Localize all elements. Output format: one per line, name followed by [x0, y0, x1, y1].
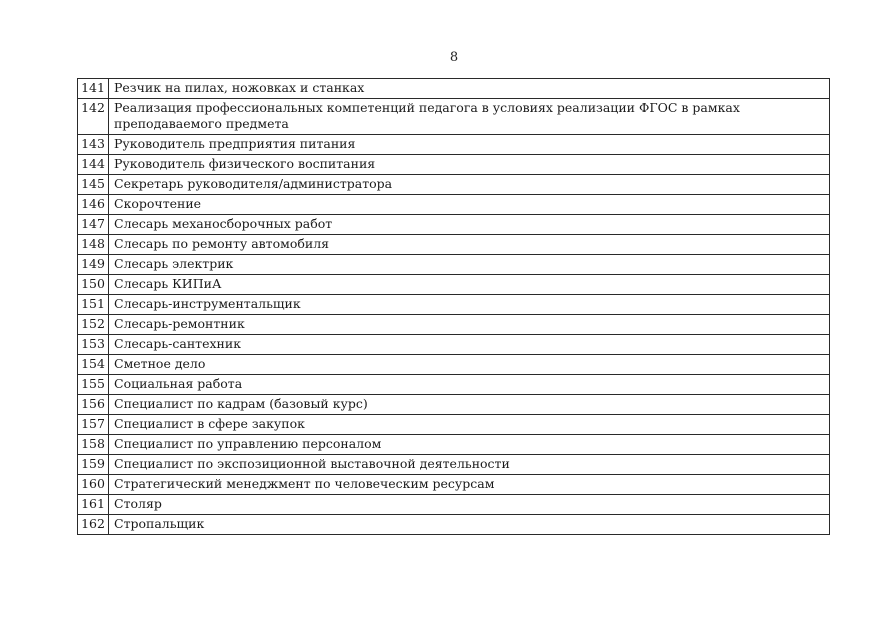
- table-row: [78, 515, 830, 535]
- row-title: Сметное дело: [109, 355, 830, 375]
- row-title: Специалист по экспозиционной выставочной деятельности: [109, 455, 830, 475]
- table-row: [78, 195, 830, 215]
- table-row: [78, 275, 830, 295]
- table-row: [78, 295, 830, 315]
- row-number: 152: [78, 315, 109, 335]
- row-title: Руководитель предприятия питания: [109, 135, 830, 155]
- row-number: 160: [78, 475, 109, 495]
- row-number: 144: [78, 155, 109, 175]
- row-number: 146: [78, 195, 109, 215]
- row-title: Социальная работа: [109, 375, 830, 395]
- row-title: Слесарь-инструментальщик: [109, 295, 830, 315]
- row-number: 159: [78, 455, 109, 475]
- row-title: Слесарь по ремонту автомобиля: [109, 235, 830, 255]
- row-number: 147: [78, 215, 109, 235]
- row-number: 162: [78, 515, 109, 535]
- table-row: [78, 235, 830, 255]
- table-row: [78, 315, 830, 335]
- table-row: [78, 475, 830, 495]
- row-number: 151: [78, 295, 109, 315]
- row-number: 143: [78, 135, 109, 155]
- row-title: Слесарь-ремонтник: [109, 315, 830, 335]
- course-list-body: [78, 79, 830, 535]
- table-row: [78, 355, 830, 375]
- table-row: [78, 215, 830, 235]
- table-row: [78, 99, 830, 135]
- table-row: [78, 79, 830, 99]
- table-row: [78, 495, 830, 515]
- row-title: Слесарь механосборочных работ: [109, 215, 830, 235]
- row-number: 153: [78, 335, 109, 355]
- row-number: 141: [78, 79, 109, 99]
- table-row: [78, 155, 830, 175]
- row-number: 155: [78, 375, 109, 395]
- row-number: 150: [78, 275, 109, 295]
- row-title: Специалист по кадрам (базовый курс): [109, 395, 830, 415]
- row-title: Резчик на пилах, ножовках и станках: [109, 79, 830, 99]
- row-number: 161: [78, 495, 109, 515]
- row-title: Слесарь КИПиА: [109, 275, 830, 295]
- table-row: [78, 395, 830, 415]
- row-number: 148: [78, 235, 109, 255]
- row-number: 154: [78, 355, 109, 375]
- row-number: 158: [78, 435, 109, 455]
- row-number: 145: [78, 175, 109, 195]
- row-number: 157: [78, 415, 109, 435]
- table-row: [78, 255, 830, 275]
- row-title: Слесарь-сантехник: [109, 335, 830, 355]
- row-title: Скорочтение: [109, 195, 830, 215]
- row-title: Слесарь электрик: [109, 255, 830, 275]
- table-row: [78, 435, 830, 455]
- row-number: 156: [78, 395, 109, 415]
- row-title: Стропальщик: [109, 515, 830, 535]
- table-row: [78, 175, 830, 195]
- table-row: [78, 455, 830, 475]
- row-number: 149: [78, 255, 109, 275]
- table-row: [78, 135, 830, 155]
- page-number: 8: [449, 50, 459, 65]
- table-row: [78, 375, 830, 395]
- row-title: Специалист в сфере закупок: [109, 415, 830, 435]
- row-title: Секретарь руководителя/администратора: [109, 175, 830, 195]
- row-number: 142: [78, 99, 109, 135]
- course-list-table: [77, 78, 830, 535]
- table-row: [78, 415, 830, 435]
- table-row: [78, 335, 830, 355]
- row-title: Реализация профессиональных компетенций педагога в условиях реализации ФГОС в рамках преподаваемого предмета: [109, 99, 830, 135]
- row-title: Столяр: [109, 495, 830, 515]
- row-title: Руководитель физического воспитания: [109, 155, 830, 175]
- row-title: Стратегический менеджмент по человеческим ресурсам: [109, 475, 830, 495]
- row-title: Специалист по управлению персоналом: [109, 435, 830, 455]
